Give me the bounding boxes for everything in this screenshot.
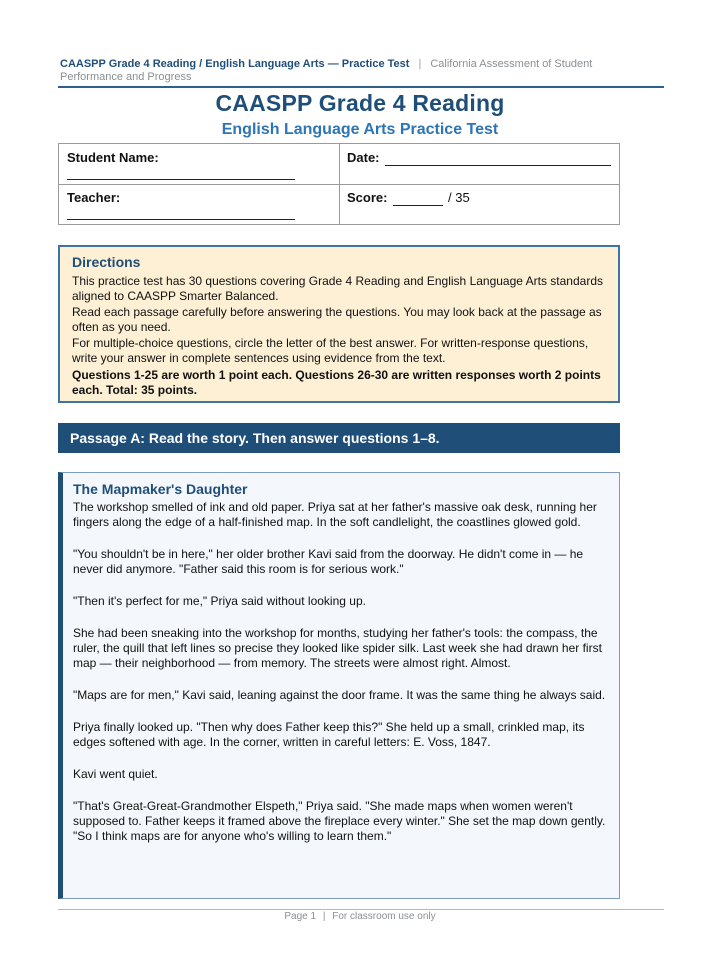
header-separator: |	[418, 58, 422, 70]
story-paragraph: "Maps are for men," Kavi said, leaning against the door frame. It was the same thing he always said.	[73, 688, 606, 702]
student-name-field[interactable]	[67, 179, 295, 180]
date-label: Date:	[347, 150, 380, 165]
story-title: The Mapmaker's Daughter	[73, 481, 248, 497]
directions-heading: Directions	[72, 254, 141, 270]
score-total: / 35	[448, 190, 470, 205]
student-name-label: Student Name:	[67, 150, 159, 165]
points-note: Questions 1-25 are worth 1 point each. Questions 26-30 are written responses worth 2 points each. Total: 35 points.	[72, 368, 601, 397]
story-box	[58, 472, 620, 899]
story-paragraph: "You shouldn't be in here," her older brother Kavi said from the doorway. He didn't come in — he never did anymore. "Father said this room is for serious work."	[73, 547, 584, 576]
directions-paragraph: For multiple-choice questions, circle the letter of the best answer. For written-response questions, write your answer in complete sentences using evidence from the text.	[72, 336, 589, 365]
header-brand: CAASPP Grade 4 Reading / English Language Arts — Practice Test	[60, 58, 410, 70]
page-number: Page 1	[284, 911, 317, 922]
story-paragraph: She had been sneaking into the workshop for months, studying her father's tools: the compass, the ruler, the quill that left lines so precise they looked like spider silk. Last week she had drawn her first map — their neighborhood — from memory. The streets were almost right. Almost.	[73, 626, 602, 670]
table-divider-horizontal	[59, 184, 619, 185]
date-field[interactable]	[385, 165, 611, 166]
student-info-table	[58, 143, 620, 225]
teacher-label: Teacher:	[67, 190, 121, 205]
teacher-field[interactable]	[67, 219, 295, 220]
page-subtitle: English Language Arts Practice Test	[221, 121, 499, 138]
running-header	[60, 58, 625, 84]
story-paragraph: Priya finally looked up. "Then why does Father keep this?" She held up a small, crinkled map, its edges softened with age. In the corner, written in careful letters: E. Voss, 1847.	[73, 720, 585, 749]
header-rule	[58, 86, 664, 88]
footer-separator: |	[322, 911, 326, 922]
footer-note: For classroom use only	[332, 911, 436, 922]
story-paragraph: Kavi went quiet.	[73, 767, 158, 781]
directions-paragraph: Read each passage carefully before answering the questions. You may look back at the passage as often as you need.	[72, 305, 602, 334]
score-label: Score:	[347, 190, 388, 205]
story-paragraph: "Then it's perfect for me," Priya said without looking up.	[73, 594, 366, 608]
page-title: CAASPP Grade 4 Reading	[215, 90, 505, 116]
directions-box	[58, 245, 620, 403]
footer-rule	[58, 909, 664, 910]
header-organization: California Assessment of Student Performance and Progress	[60, 58, 593, 83]
score-field[interactable]	[393, 205, 443, 206]
page-footer	[0, 911, 720, 922]
story-paragraph: The workshop smelled of ink and old paper. Priya sat at her father's massive oak desk, running her fingers along the edge of a half-finished map. In the soft candlelight, the coastlines glowed gold.	[73, 500, 597, 529]
story-paragraph: "That's Great-Great-Grandmother Elspeth," Priya said. "She made maps when women weren't supposed to. Father keeps it framed above the fireplace every winter." She set the map down gently. "So I think maps are for anyone who's willing to learn them."	[73, 799, 606, 843]
directions-paragraph: This practice test has 30 questions covering Grade 4 Reading and English Language Arts standards aligned to CAASPP Smarter Balanced.	[72, 274, 603, 303]
passage-heading-bar: Passage A: Read the story. Then answer questions 1–8.	[58, 423, 620, 453]
